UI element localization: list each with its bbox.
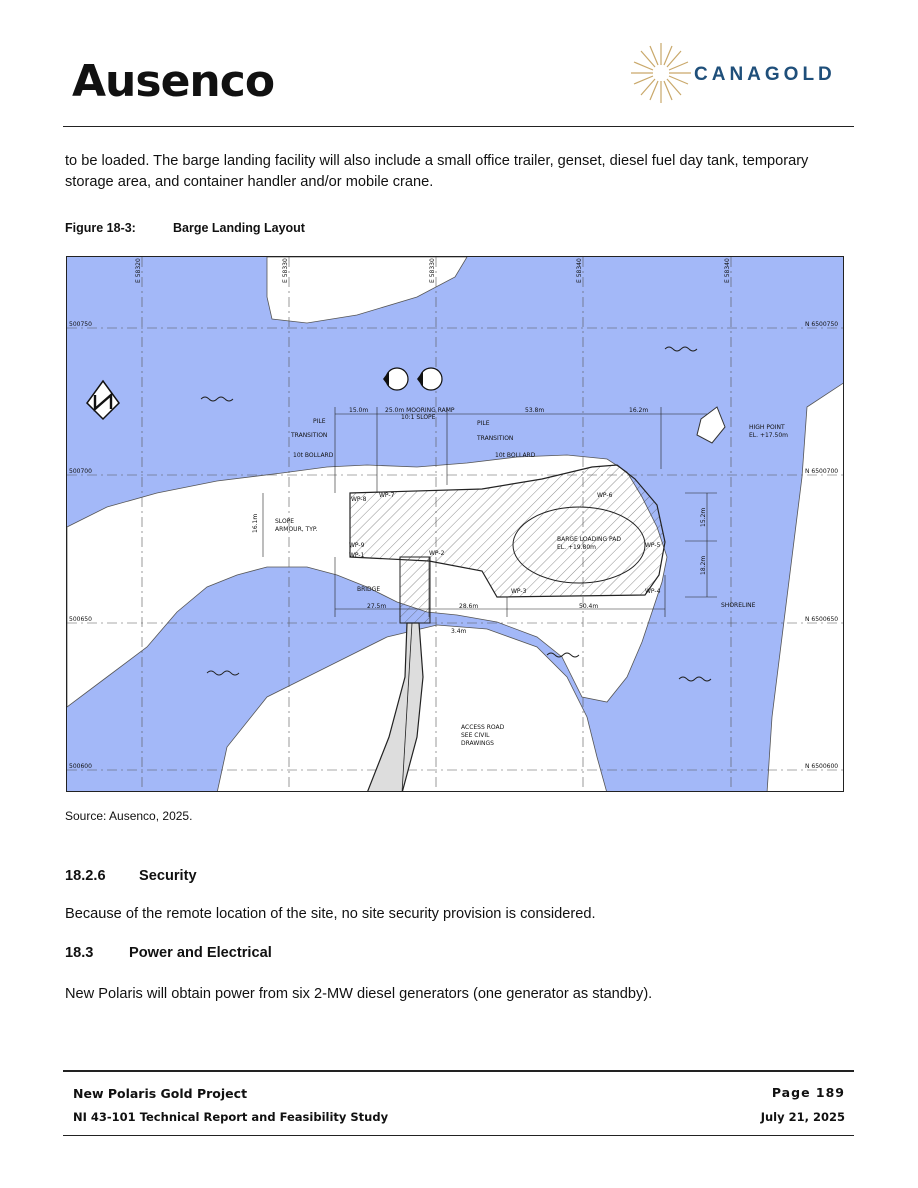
label-north-700: N 6500700 [805, 468, 839, 475]
intro-paragraph: to be loaded. The barge landing facility will also include a small office trailer, genset, diesel fuel day tank, temporary storage area, and container handler and/or mobile crane. [65, 153, 809, 190]
label-high-point-1: HIGH POINT [749, 424, 785, 431]
label-dim-15-2: 15.2m [700, 507, 707, 527]
label-dim-50: 50.4m [579, 603, 599, 610]
label-east-1: E 58320 [135, 258, 142, 283]
label-wp1: WP-1 [349, 552, 365, 559]
label-mooring-slope: 10:1 SLOPE [401, 414, 436, 421]
figure-title: Barge Landing Layout [173, 221, 305, 235]
label-wp8: WP-8 [351, 496, 367, 503]
label-pile-right: PILE [477, 420, 490, 427]
canagold-sun-icon [630, 42, 692, 104]
label-east-5: E 58340 [724, 258, 731, 283]
label-wp2: WP-2 [429, 550, 445, 557]
label-dim-16-1: 16.1m [252, 513, 259, 533]
section-number-power: 18.3 [65, 945, 94, 961]
label-east-3: E 58330 [429, 258, 436, 283]
label-transition-left: TRANSITION [291, 432, 328, 439]
label-dim-27: 27.5m [367, 603, 387, 610]
ausenco-logo: Ausenco [72, 56, 275, 107]
bridge [400, 557, 430, 623]
label-dim-18: 18.2m [700, 555, 707, 575]
section-number-security: 18.2.6 [65, 868, 106, 884]
footer-date: July 21, 2025 [760, 1110, 845, 1124]
security-paragraph: Because of the remote location of the site, no site security provision is considered. [65, 906, 596, 922]
label-bollard-left: 10t BOLLARD [293, 452, 334, 459]
label-dim-15: 15.0m [349, 407, 369, 414]
label-access-3: DRAWINGS [461, 740, 494, 747]
label-wp4: WP-4 [645, 588, 661, 595]
label-access-1: ACCESS ROAD [461, 724, 505, 731]
label-dim-16: 16.2m [629, 407, 649, 414]
figure-number: Figure 18-3: [65, 221, 136, 235]
label-east-2: E 58330 [282, 258, 289, 283]
label-east-4: E 58340 [576, 258, 583, 283]
label-transition-right: TRANSITION [477, 435, 514, 442]
label-north-600: N 6500600 [805, 763, 839, 770]
section-title-power: Power and Electrical [129, 945, 272, 961]
footer-report: NI 43-101 Technical Report and Feasibility Study [73, 1110, 389, 1124]
label-wp9: WP-9 [349, 542, 365, 549]
label-shoreline: SHORELINE [721, 602, 756, 609]
label-west-750: 500750 [69, 321, 92, 328]
header-divider [63, 126, 854, 127]
figure-source: Source: Ausenco, 2025. [65, 809, 193, 823]
label-west-600: 500600 [69, 763, 92, 770]
footer-project: New Polaris Gold Project [73, 1086, 248, 1101]
label-wp5: WP-5 [645, 542, 661, 549]
footer-top-rule [63, 1070, 854, 1072]
site-plan-drawing [67, 257, 844, 792]
label-west-650: 500650 [69, 616, 92, 623]
label-bridge: BRIDGE [357, 586, 381, 593]
label-dim-53: 53.8m [525, 407, 545, 414]
label-wp7: WP-7 [379, 492, 395, 499]
footer-bottom-rule [63, 1135, 854, 1136]
label-slope-armour-1: SLOPE [275, 518, 295, 525]
label-wp6: WP-6 [597, 492, 613, 499]
canagold-logo: CANAGOLD [694, 64, 836, 85]
label-west-700: 500700 [69, 468, 92, 475]
label-wp3: WP-3 [511, 588, 527, 595]
label-pile-left: PILE [313, 418, 326, 425]
label-access-2: SEE CIVIL [461, 732, 490, 739]
footer-page-number: Page 189 [771, 1085, 845, 1100]
label-barge-pad-2: EL. +19.80m [557, 544, 596, 551]
label-slope-armour-2: ARMOUR, TYP. [275, 526, 318, 533]
label-north-750: N 6500750 [805, 321, 839, 328]
power-paragraph: New Polaris will obtain power from six 2-MW diesel generators (one generator as standby). [65, 986, 653, 1002]
label-bollard-right: 10t BOLLARD [495, 452, 536, 459]
label-north-650: N 6500650 [805, 616, 839, 623]
barge-landing-layout-figure [66, 256, 844, 792]
label-dim-28: 28.6m [459, 603, 479, 610]
label-high-point-2: EL. +17.50m [749, 432, 788, 439]
label-barge-pad-1: BARGE LOADING PAD [557, 536, 621, 543]
section-title-security: Security [139, 868, 197, 884]
label-dim-34: 3.4m [451, 628, 467, 635]
label-mooring-ramp: 25.0m MOORING RAMP [385, 407, 455, 414]
